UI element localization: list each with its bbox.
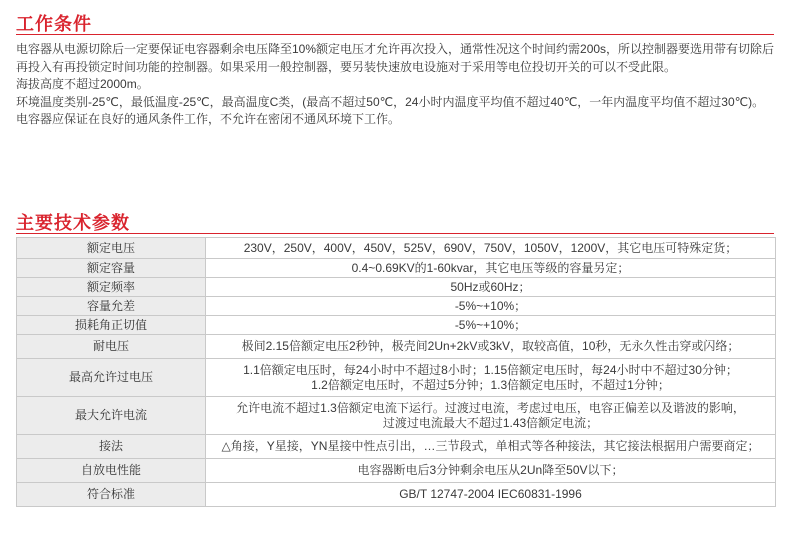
table-row (17, 259, 776, 278)
working-conditions-text (16, 41, 776, 129)
table-row (17, 335, 776, 359)
row-label: 额定频率 (17, 278, 206, 297)
row-value-line: 1.2倍额定电压时，不超过5分钟；1.3倍额定电压时，不超过1分钟； (311, 377, 670, 392)
row-label: 符合标准 (17, 483, 206, 507)
section-title-working-conditions: 工作条件 (16, 14, 92, 34)
paragraph-temperature: 环境温度类别-25℃，最低温度-25℃，最高温度C类，(最高不超过50℃，24小时内温度平均值不超过40℃，一年内温度平均值不超过30℃)。电容器应保证在良好的通风条件工作，不允许在密闭不通风环境下工作。 (16, 94, 765, 126)
row-label: 损耗角正切值 (17, 316, 206, 335)
table-row (17, 278, 776, 297)
row-value: 50Hz或60Hz； (206, 278, 776, 297)
table-row (17, 459, 776, 483)
row-label: 接法 (17, 435, 206, 459)
table-row (17, 397, 776, 435)
row-label: 容量允差 (17, 297, 206, 316)
row-value (206, 397, 776, 435)
table-row (17, 297, 776, 316)
paragraph-discharge: 电容器从电源切除后一定要保证电容器剩余电压降至10%额定电压才允许再次投入，通常性况这个时间约需200s，所以控制器要选用带有切除后再投入有再投锁定时间功能的控制器。如果采用一般控制器，要另装快速放电设施对于采用等电位投切开关的可以不受此限。 (16, 42, 775, 74)
row-value: 0.4~0.69KV的1-60kvar，其它电压等级的容量另定； (206, 259, 776, 278)
row-label: 额定电压 (17, 238, 206, 259)
table-row (17, 359, 776, 397)
row-value: -5%~+10%； (206, 297, 776, 316)
parameters-table (16, 237, 776, 507)
section-divider (16, 233, 774, 234)
row-value: 电容器断电后3分钟剩余电压从2Un降至50V以下； (206, 459, 776, 483)
table-row (17, 316, 776, 335)
row-value-line: 过渡过电流最大不超过1.43倍额定电流； (382, 415, 599, 430)
row-label: 额定容量 (17, 259, 206, 278)
section-divider (16, 34, 774, 35)
row-label: 耐电压 (17, 335, 206, 359)
row-label: 最高允许过电压 (17, 359, 206, 397)
table-row (17, 483, 776, 507)
paragraph-altitude: 海拔高度不超过2000m。 (16, 77, 149, 91)
row-value-line: 允许电流不超过1.3倍额定电流下运行。过渡过电流，考虑过电压，电容正偏差以及谐波的影响， (236, 400, 745, 415)
row-value: GB/T 12747-2004 IEC60831-1996 (206, 483, 776, 507)
table-row (17, 435, 776, 459)
row-value-line: 1.1倍额定电压时，每24小时中不超过8小时；1.15倍额定电压时，每24小时中不超过30分钟； (243, 362, 738, 377)
row-value: 230V，250V，400V，450V，525V，690V，750V，1050V，1200V，其它电压可特殊定货； (206, 238, 776, 259)
row-value (206, 359, 776, 397)
table-row (17, 238, 776, 259)
row-label: 自放电性能 (17, 459, 206, 483)
row-value: 极间2.15倍额定电压2秒钟，极壳间2Un+2kV或3kV，取较高值，10秒，无永久性击穿或闪络； (206, 335, 776, 359)
row-value: -5%~+10%； (206, 316, 776, 335)
row-value: △角接，Y星接，YN星接中性点引出，…三节段式，单相式等各种接法，其它接法根据用户需要商定； (206, 435, 776, 459)
section-title-main-parameters: 主要技术参数 (16, 213, 130, 233)
row-label: 最大允许电流 (17, 397, 206, 435)
